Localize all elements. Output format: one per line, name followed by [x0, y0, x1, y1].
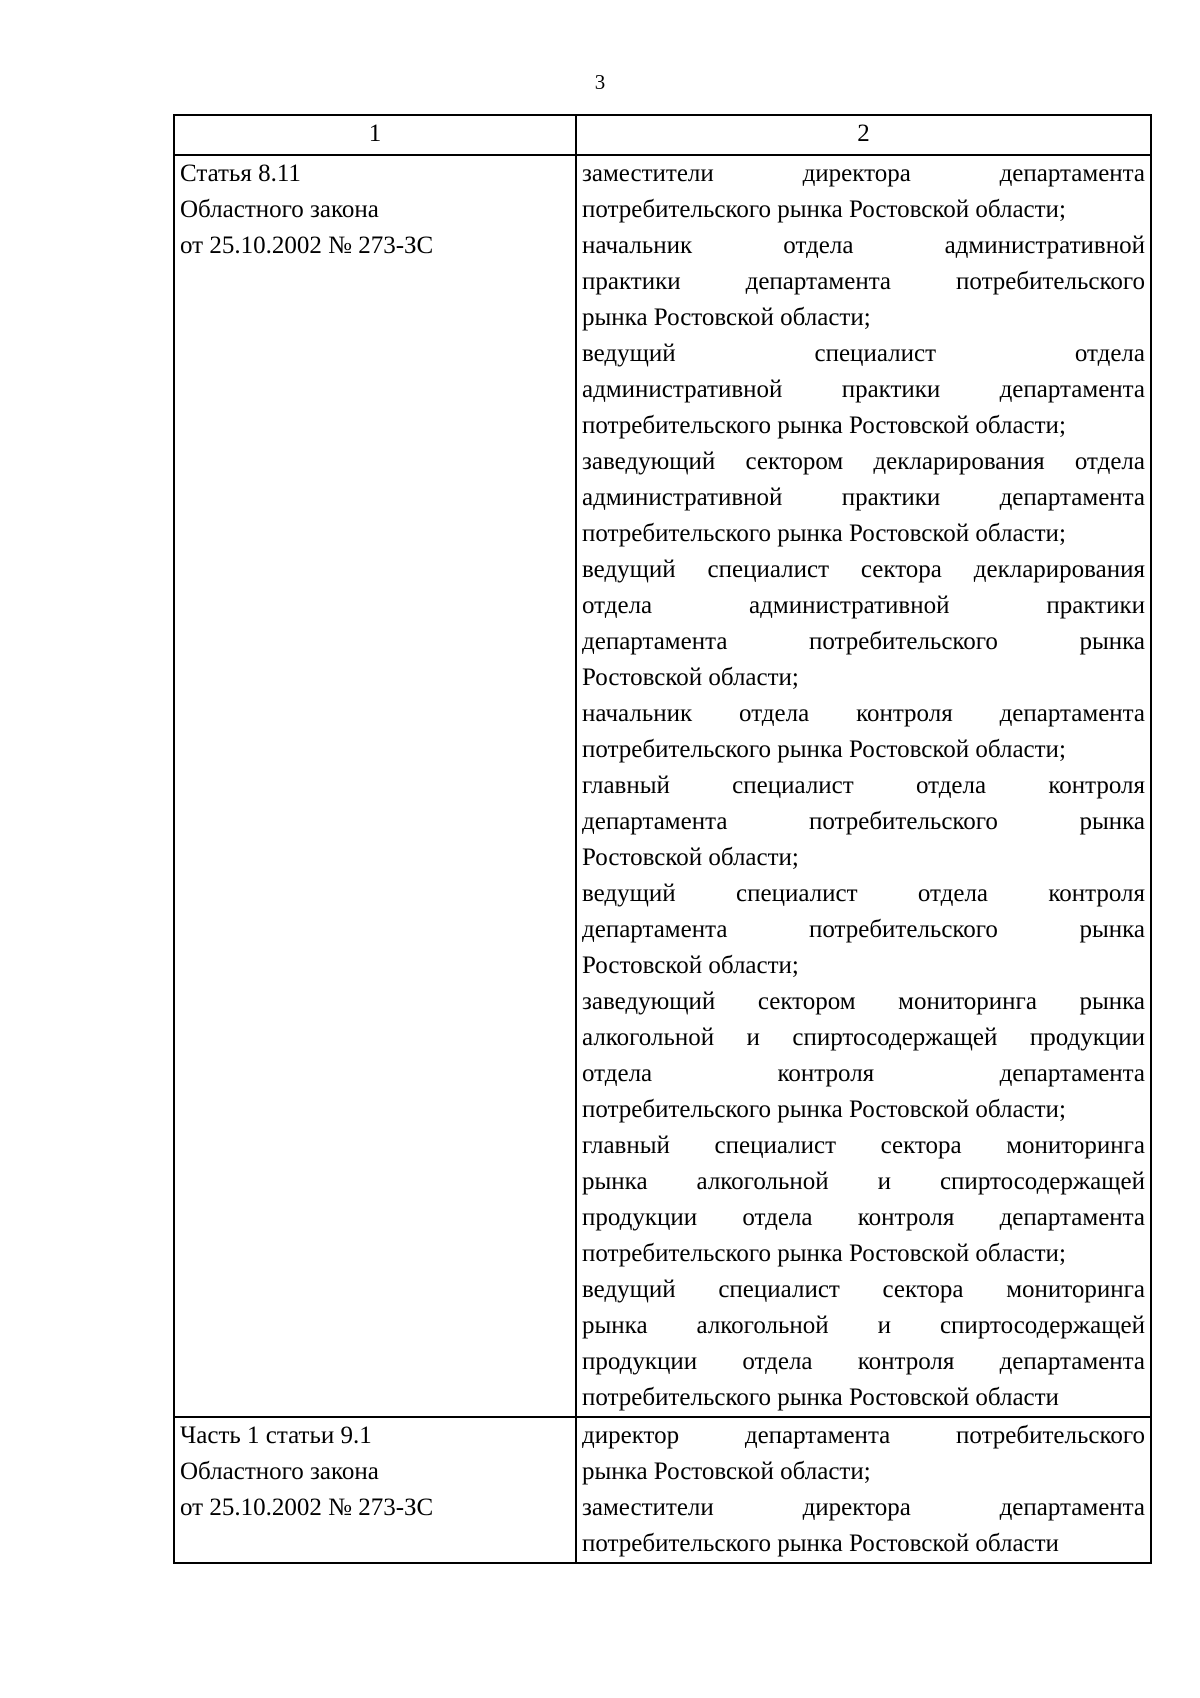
law-reference-cell — [174, 155, 576, 1417]
official-position-line: потребительского рынка Ростовской области — [582, 1530, 1059, 1557]
official-position-line: Ростовской области; — [582, 844, 799, 871]
table-row — [174, 155, 1151, 1417]
official-position-line: рынка Ростовской области; — [582, 1458, 871, 1485]
official-position-line: Ростовской области; — [582, 664, 799, 691]
law-reference-line: Областного закона — [180, 1458, 379, 1485]
page-number: 3 — [594, 70, 606, 94]
official-position-line: продукции отдела контроля департамента — [582, 1204, 1145, 1231]
official-position-line: начальник отдела административной — [582, 232, 1145, 259]
official-position-line: департамента потребительского рынка — [582, 808, 1145, 835]
law-reference-cell — [174, 1417, 576, 1563]
official-position-line: ведущий специалист отдела — [582, 340, 1145, 367]
official-position-line: потребительского рынка Ростовской области; — [582, 1240, 1066, 1267]
official-position-line: потребительского рынка Ростовской области; — [582, 412, 1066, 439]
official-position-line: рынка алкогольной и спиртосодержащей — [582, 1168, 1145, 1195]
column-number-1: 1 — [174, 115, 576, 155]
official-position-line: административной практики департамента — [582, 484, 1145, 511]
table-header-row — [174, 115, 1151, 155]
official-position-line: директор департамента потребительского — [582, 1422, 1145, 1449]
official-position-line: главный специалист отдела контроля — [582, 772, 1145, 799]
official-position-line: заведующий сектором мониторинга рынка — [582, 988, 1145, 1015]
official-position-line: заместители директора департамента — [582, 160, 1145, 187]
official-position-line: ведущий специалист отдела контроля — [582, 880, 1145, 907]
official-position-line: заведующий сектором декларирования отдела — [582, 448, 1145, 475]
official-position-line: ведущий специалист сектора мониторинга — [582, 1276, 1145, 1303]
official-position-line: Ростовской области; — [582, 952, 799, 979]
official-position-line: потребительского рынка Ростовской области — [582, 1384, 1059, 1411]
official-position-line: главный специалист сектора мониторинга — [582, 1132, 1145, 1159]
official-position-line: начальник отдела контроля департамента — [582, 700, 1145, 727]
law-reference-line: от 25.10.2002 № 273-ЗС — [180, 1494, 434, 1521]
official-position-line: рынка алкогольной и спиртосодержащей — [582, 1312, 1145, 1339]
law-reference-line: Статья 8.11 — [180, 160, 301, 187]
table-row — [174, 1417, 1151, 1563]
official-position-line: продукции отдела контроля департамента — [582, 1348, 1145, 1375]
official-position-line: департамента потребительского рынка — [582, 628, 1145, 655]
officials-cell — [576, 1417, 1151, 1563]
official-position-line: отдела контроля департамента — [582, 1060, 1145, 1087]
official-position-line: потребительского рынка Ростовской области; — [582, 196, 1066, 223]
law-reference-line: от 25.10.2002 № 273-ЗС — [180, 232, 434, 259]
official-position-line: потребительского рынка Ростовской области; — [582, 736, 1066, 763]
officials-cell — [576, 155, 1151, 1417]
official-position-line: рынка Ростовской области; — [582, 304, 871, 331]
official-position-line: алкогольной и спиртосодержащей продукции — [582, 1024, 1145, 1051]
official-position-line: ведущий специалист сектора декларирования — [582, 556, 1145, 583]
official-position-line: департамента потребительского рынка — [582, 916, 1145, 943]
column-number-2: 2 — [576, 115, 1151, 155]
document-table — [173, 114, 1152, 1564]
official-position-line: отдела административной практики — [582, 592, 1145, 619]
law-reference-line: Областного закона — [180, 196, 379, 223]
official-position-line: потребительского рынка Ростовской области; — [582, 520, 1066, 547]
official-position-line: потребительского рынка Ростовской области; — [582, 1096, 1066, 1123]
official-position-line: практики департамента потребительского — [582, 268, 1145, 295]
law-reference-line: Часть 1 статьи 9.1 — [180, 1422, 372, 1449]
official-position-line: административной практики департамента — [582, 376, 1145, 403]
official-position-line: заместители директора департамента — [582, 1494, 1145, 1521]
